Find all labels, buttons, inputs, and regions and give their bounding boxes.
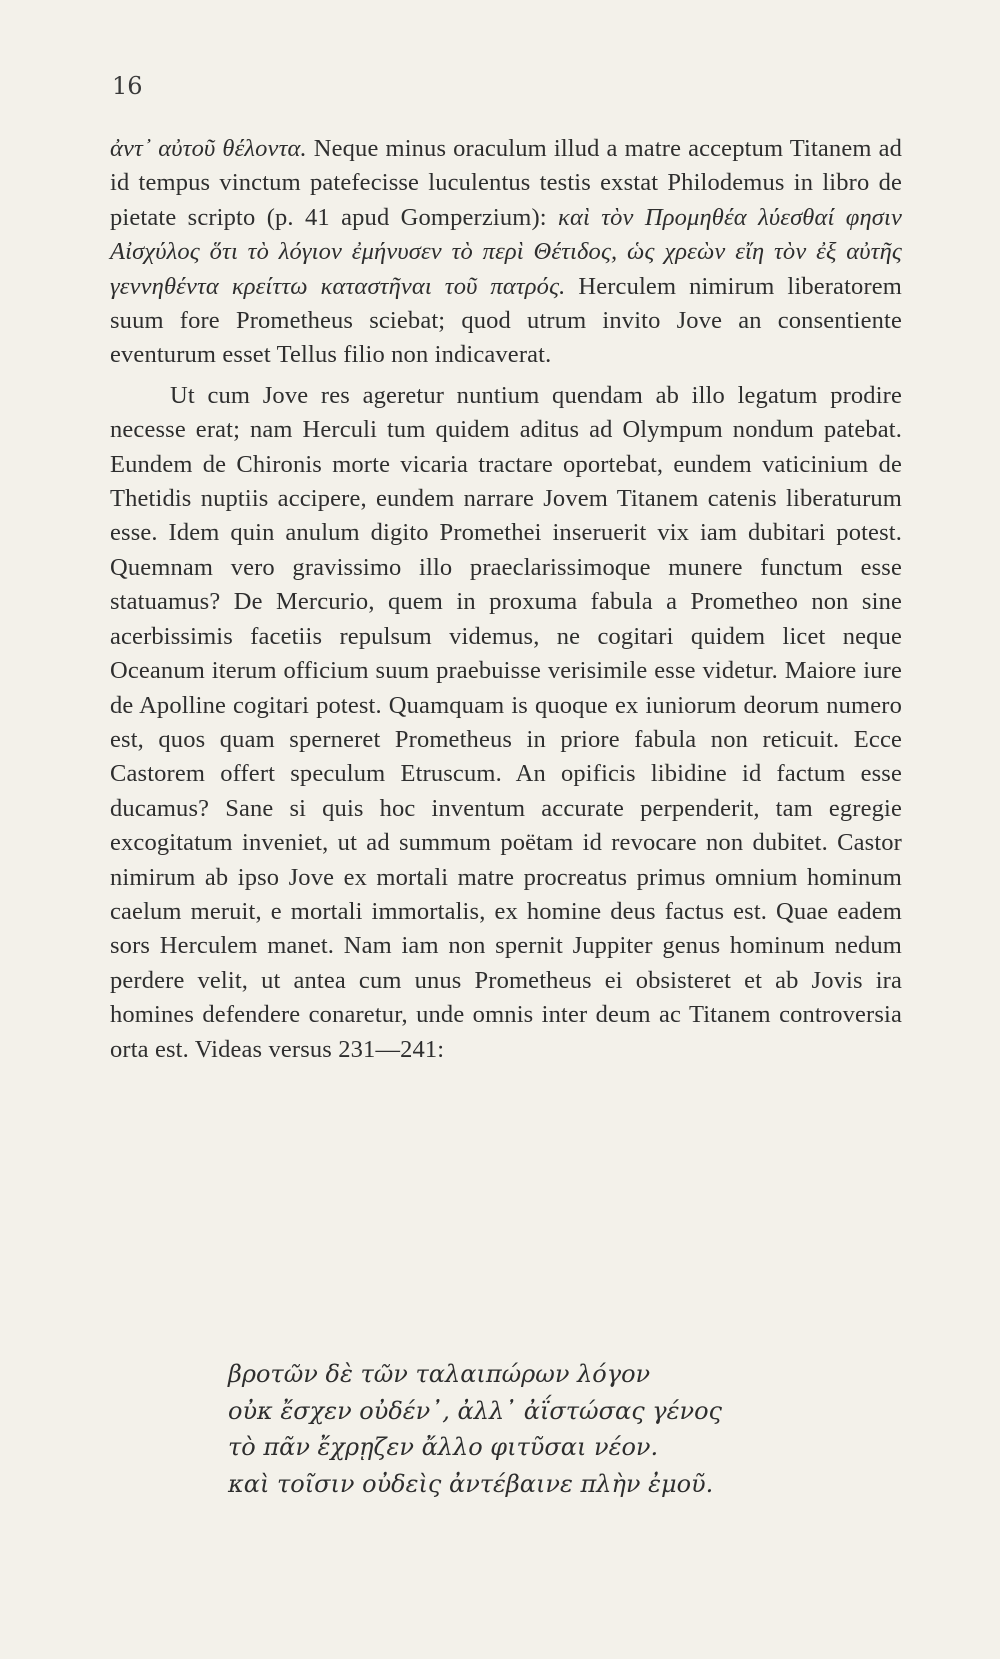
paragraph-2: Ut cum Jove res ageretur nuntium quendam ab illo legatum prodire necesse erat; nam Herculi tum quidem aditus ad Olympum nondum patebat. Eundem de Chironis morte vicaria tractare oportebat, eundem vaticinium de Thetidis nuptiis accipere, eundem narrare Jovem Titanem catenis liberaturum esse. Idem quin anulum digito Promethei inseruerit vix iam dubitari potest. Quemnam vero gravissimo illo praeclarissimoque munere functum esse statuamus? De Mercurio, quem in proxuma fabula a Prometheo non sine acerbissimis facetiis repulsum videmus, ne cogitari quidem licet neque Oceanum iterum officium suum praebuisse verisimile esse videtur. Maiore iure de Apolline cogitari potest. Quamquam is quoque ex iuniorum deorum numero est, quos quam sperneret Prometheus in priore fabula non reticuit. Ecce Castorem offert speculum Etruscum. An opificis libidine id factum esse ducamus? Sane si quis hoc inventum accurate perpenderit, tam egregie excogitatum inveniet, ut ad summum poëtam id revocare non dubitet. Castor nimirum ab ipso Jove ex mortali matre procreatus primus omnium hominum caelum meruit, e mortali immortalis, ex homine deus factus est. Quae eadem sors Herculem manet. Nam iam non spernit Juppiter genus hominum nedum perdere velit, ut antea cum unus Prometheus ei obsisteret et ab Jovis ira homines defendere conaretur, unde omnis inter deum ac Titanem controversia orta est. Videas versus 231—241: [110, 381, 902, 1063]
body-text [110, 132, 902, 1067]
verse-line-3: τὸ πᾶν ἔχρῃζεν ἄλλο φιτῦσαι νέον. [228, 1433, 659, 1461]
paragraph-1-text-b: Herculem nimirum liberatorem suum fore Prometheus sciebat; quod utrum invito Jove an consentiente eventurum esset Tellus filio non indicaverat. [110, 272, 902, 369]
verse-line-4: καὶ τοῖσιν οὐδεὶς ἀντέβαινε πλὴν ἐμοῦ. [228, 1469, 714, 1498]
verse-line-2: οὐκ ἔσχεν οὐδέν᾽, ἀλλ᾽ ἀΐστώσας γένος [228, 1396, 722, 1425]
verse-quotation [228, 1356, 722, 1502]
page-number: 16 [112, 72, 143, 100]
paragraph-1-text-a: Neque minus oraculum illud a matre acceptum Titanem ad id tempus vinctum patefecisse luculentus testis exstat Philodemus in libro de pietate scripto (p. 41 apud Gomperzium): [110, 135, 902, 231]
verse-line-1: βροτῶν δὲ τῶν ταλαιπώρων λόγον [228, 1360, 651, 1388]
greek-quote: καὶ τὸν Προμηθέα λύεσθαί φησιν Αἰσχύλος ὅτι τὸ λόγιον ἐμήνυσεν τὸ περὶ Θέτιδος, ὡς χρεὼν εἴη τὸν ἐξ αὐτῆς γεννηθέντα κρείττω καταστῆναι τοῦ πατρός. [110, 203, 902, 300]
greek-lead: ἀντ᾽ αὐτοῦ θέλοντα. [110, 135, 307, 162]
paragraph-1 [110, 132, 902, 373]
